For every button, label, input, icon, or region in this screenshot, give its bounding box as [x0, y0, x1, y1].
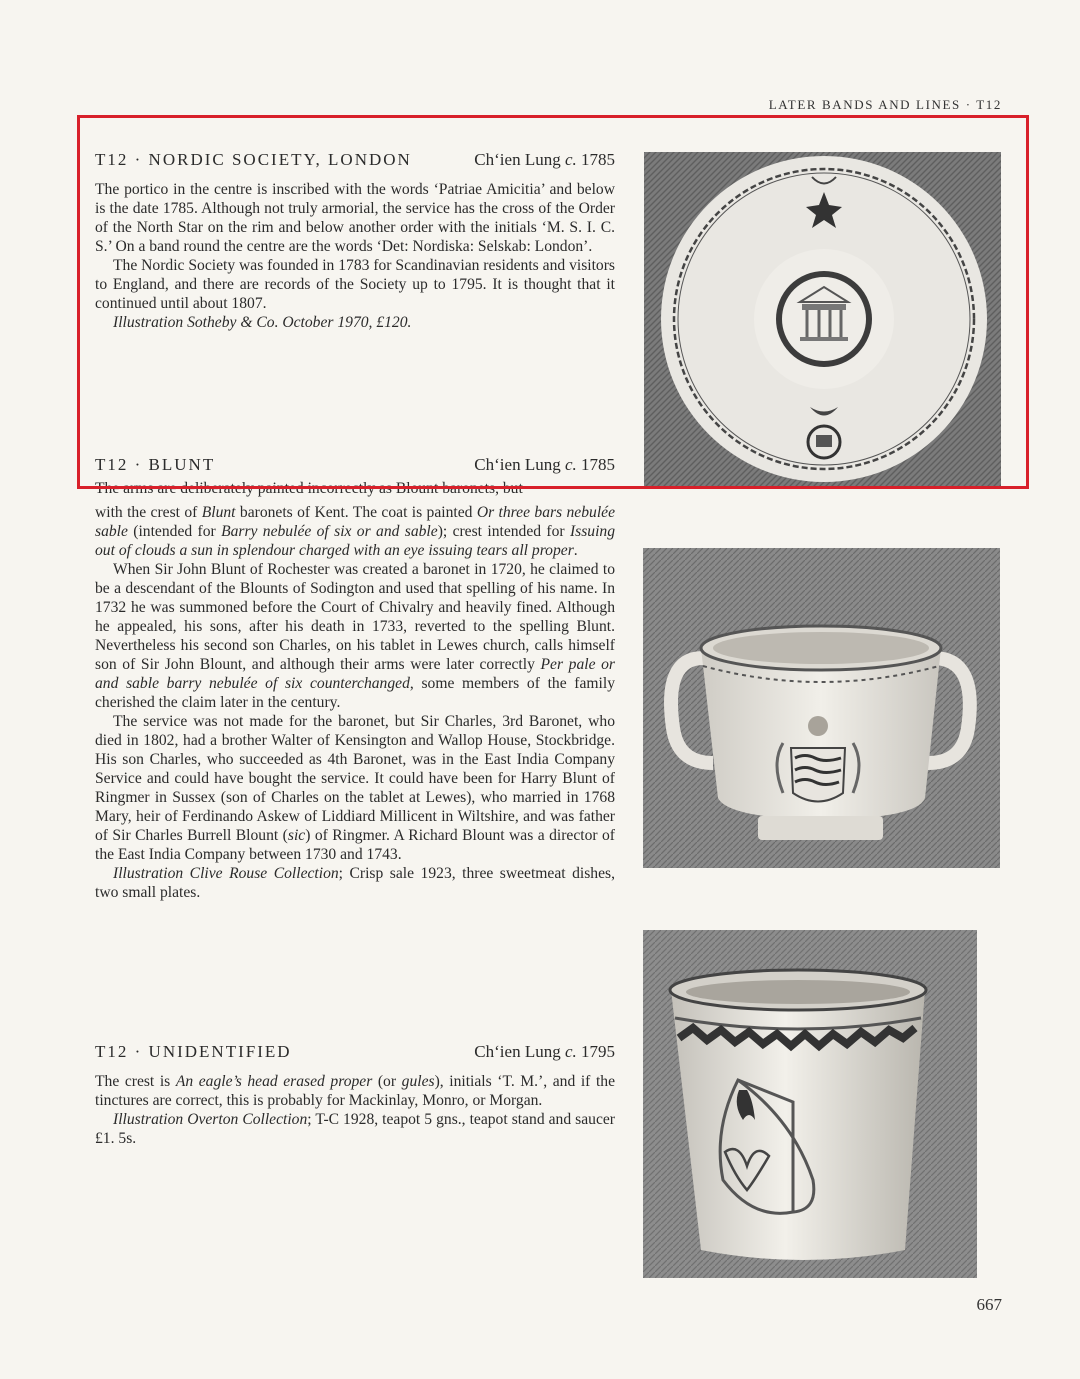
entry-nordic-society	[95, 150, 615, 332]
paragraph: The portico in the centre is inscribed with the words ‘Patriae Amicitia’ and below is the date 1785. Although not truly armorial, the service has the cross of the Order of the North Star on the rim and below another order with the initials ‘M. S. I. C. S.’ On a band round the centre are the words ‘Det: Nordiska: Selskab: London’.	[95, 181, 615, 255]
paragraph: The Nordic Society was founded in 1783 for Scandinavian residents and visitors to England, and there are records of the Society up to 1795. It is thought that it continued until about 1807.	[95, 257, 615, 312]
illustration-credit: Illustration Overton Collection; T-C 1928, teapot 5 gns., teapot stand and saucer £1. 5s.	[95, 1111, 615, 1147]
entry-body	[95, 503, 615, 902]
beaker-illustration	[643, 930, 977, 1278]
paragraph: with the crest of Blunt baronets of Kent. The coat is painted Or three bars nebulée sable (intended for Barry nebulée of six or and sable); crest intended for Issuing out of clouds a sun in splendour charged with an eye issuing tears all proper.	[95, 504, 616, 559]
paragraph: The crest is An eagle’s head erased proper (or gules), initials ‘T. M.’, and if the tinctures are correct, this is probably for Mackinlay, Monro, or Morgan.	[95, 1073, 616, 1109]
entry-date: Ch‘ien Lung c. 1785	[474, 150, 615, 169]
page-number: 667	[976, 1295, 1002, 1314]
entry-date: Ch‘ien Lung c. 1795	[474, 1042, 615, 1061]
illustration-credit: Illustration Clive Rouse Collection; Crisp sale 1923, three sweetmeat dishes, two small plates.	[95, 865, 615, 901]
plate-illustration	[644, 152, 1001, 487]
entry-blunt-heading	[95, 455, 615, 475]
illustration-credit: Illustration Sotheby & Co. October 1970, £120.	[113, 314, 412, 331]
plate-photo	[644, 152, 1001, 487]
entry-unidentified	[95, 1042, 615, 1148]
entry-heading	[95, 455, 615, 475]
entry-blunt	[95, 503, 615, 902]
beaker-photo	[643, 930, 977, 1278]
paragraph: The service was not made for the baronet, but Sir Charles, 3rd Baronet, who died in 1802, had a brother Walter of Kensington and Wallop House, Stockbridge. His son Charles, who succeeded as 4th Baronet, was in the East India Company Service and could have bought the service. It could have been for Harry Blunt of Ringmer in Sussex (son of Charles on the tablet at Lewes), who married in 1768 Mary, heir of Ferdinando Askew of Liddiard Millicent in Wiltshire, and was father of Sir Charles Burrell Blount (sic) of Ringmer. A Richard Blount was a director of the East India Company between 1730 and 1743.	[95, 713, 615, 863]
running-head: LATER BANDS AND LINES · T12	[768, 97, 1002, 112]
cup-illustration	[643, 548, 1000, 868]
paragraph: When Sir John Blunt of Rochester was created a baronet in 1720, he claimed to be a descendant of the Blounts of Sodington and used that spelling of his name. In 1732 he was summoned before the Court of Chivalry and heavily fined. Although he appealed, his sons, after his death in 1733, reverted to the spelling Blunt. Nevertheless his second son Charles, on his tablet in Lewes church, calls himself son of Sir John Blount, and although their arms were later correctly Per pale or and sable barry nebulée of six counterchanged, some members of the family cherished the claim later in the century.	[95, 561, 615, 711]
entry-heading	[95, 1042, 615, 1062]
entry-body	[95, 1072, 615, 1148]
entry-body	[95, 180, 615, 332]
cup-photo	[643, 548, 1000, 868]
entry-date: Ch‘ien Lung c. 1785	[474, 455, 615, 474]
entry-heading	[95, 150, 615, 170]
entry-title: T12 · NORDIC SOCIETY, LONDON	[95, 150, 412, 169]
entry-title: T12 · UNIDENTIFIED	[95, 1042, 292, 1061]
entry-title: T12 · BLUNT	[95, 455, 216, 474]
clipped-text-line: The arms are deliberately painted incorrectly as Blount baronets, but	[95, 480, 523, 497]
